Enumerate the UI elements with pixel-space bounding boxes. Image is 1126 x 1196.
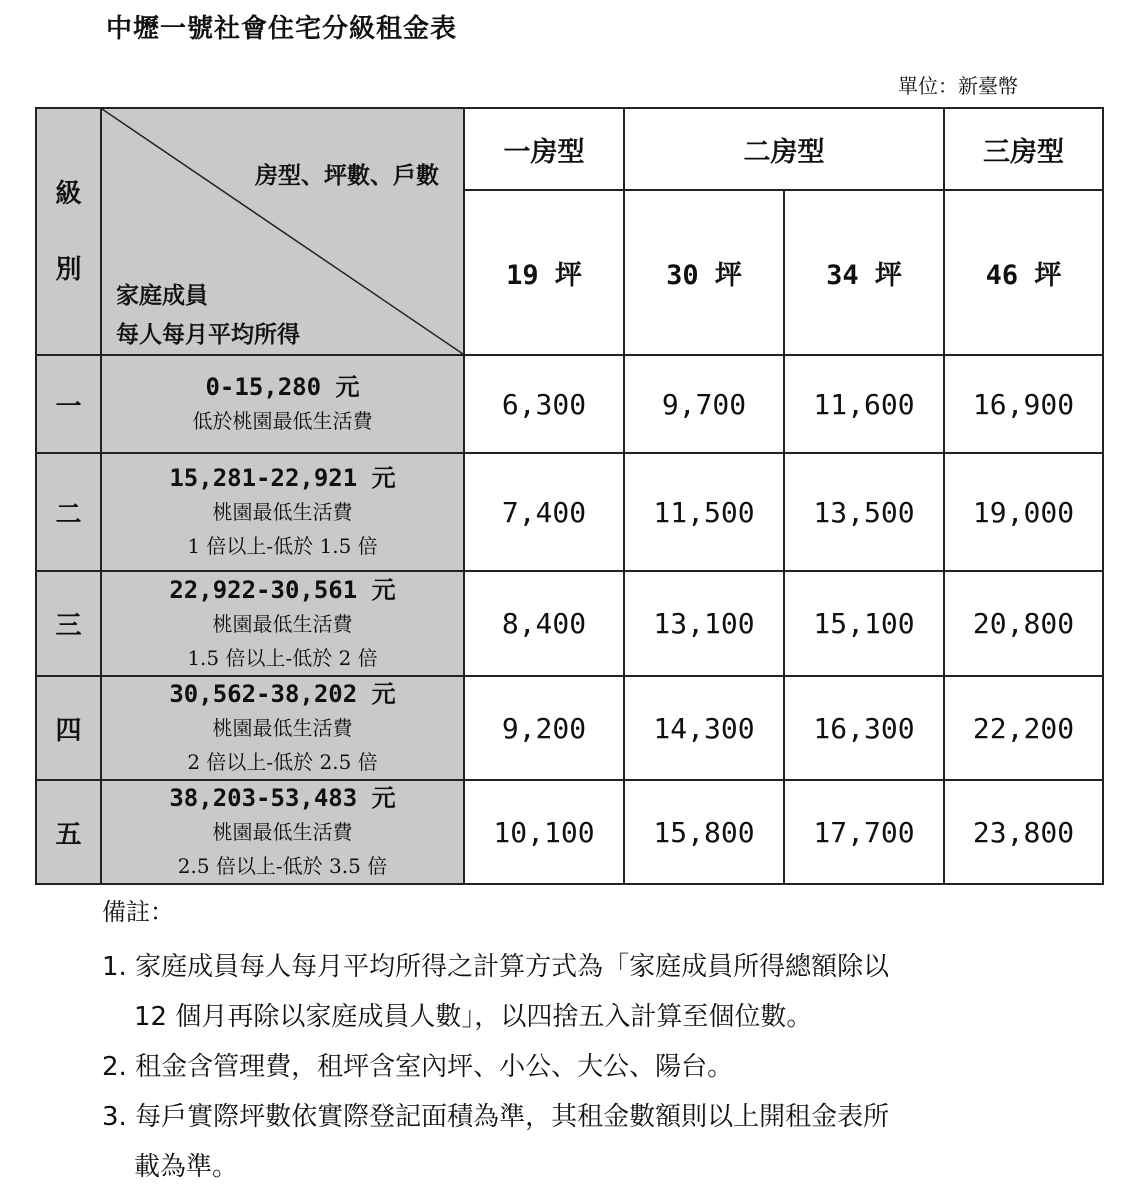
- level-cell: 五: [36, 780, 101, 884]
- rent-value: 14,300: [624, 676, 784, 780]
- rent-value: 16,300: [784, 676, 944, 780]
- rent-value: 11,600: [784, 355, 944, 453]
- table-row: [36, 571, 1103, 676]
- table-row: [36, 355, 1103, 453]
- header-type-2room: 二房型: [624, 108, 944, 190]
- rent-value: 9,700: [624, 355, 784, 453]
- rent-value: 8,400: [464, 571, 624, 676]
- note-line: 載為準。: [134, 1152, 239, 1182]
- note-line: 1. 家庭成員每人每月平均所得之計算方式為「家庭成員所得總額除以: [102, 952, 890, 982]
- income-range: 38,203-53,483 元: [169, 784, 396, 812]
- diagonal-header-top: 房型、坪數、戶數: [255, 163, 439, 189]
- income-desc: 低於桃園最低生活費: [192, 409, 373, 433]
- rent-value: 15,100: [784, 571, 944, 676]
- level-header-char-1: 級: [55, 178, 82, 209]
- header-size-46: 46 坪: [944, 190, 1103, 355]
- rent-value: 6,300: [464, 355, 624, 453]
- rent-value: 7,400: [464, 453, 624, 571]
- rent-value: 19,000: [944, 453, 1103, 571]
- level-cell: 一: [36, 355, 101, 453]
- level-header-char-2: 別: [55, 254, 82, 285]
- header-size-30: 30 坪: [624, 190, 784, 355]
- diag-bottom-line-2: 每人每月平均所得: [116, 322, 300, 348]
- rent-value: 9,200: [464, 676, 624, 780]
- table-row: [36, 453, 1103, 571]
- rent-value: 11,500: [624, 453, 784, 571]
- income-multiplier: 1 倍以上-低於 1.5 倍: [187, 534, 378, 558]
- rent-value: 20,800: [944, 571, 1103, 676]
- income-multiplier: 1.5 倍以上-低於 2 倍: [187, 645, 378, 670]
- diag-bottom-line-1: 家庭成員: [116, 283, 208, 309]
- income-multiplier: 2 倍以上-低於 2.5 倍: [187, 750, 378, 774]
- rent-value: 16,900: [944, 355, 1103, 453]
- table-row: [36, 676, 1103, 780]
- income-cell: [101, 780, 464, 884]
- diagonal-header-bottom: [116, 277, 300, 355]
- note-line: 3. 每戶實際坪數依實際登記面積為準，其租金數額則以上開租金表所: [102, 1102, 890, 1132]
- income-range: 22,922-30,561 元: [169, 575, 396, 604]
- table-row: [36, 780, 1103, 884]
- income-desc: 桃園最低生活費: [212, 716, 353, 740]
- rent-value: 13,500: [784, 453, 944, 571]
- header-size-34: 34 坪: [784, 190, 944, 355]
- page-title: 中壢一號社會住宅分級租金表: [106, 14, 458, 44]
- rent-value: 17,700: [784, 780, 944, 884]
- header-type-1room: 一房型: [464, 108, 624, 190]
- income-desc: 桃園最低生活費: [212, 611, 353, 636]
- rent-value: 13,100: [624, 571, 784, 676]
- rent-value: 15,800: [624, 780, 784, 884]
- header-size-19: 19 坪: [464, 190, 624, 355]
- income-cell: [101, 355, 464, 453]
- diagonal-header-cell: [101, 108, 464, 355]
- income-range: 30,562-38,202 元: [169, 680, 396, 708]
- note-line: 2. 租金含管理費，租坪含室內坪、小公、大公、陽台。: [102, 1052, 734, 1082]
- income-desc: 桃園最低生活費: [212, 500, 353, 524]
- level-header-spacer: [37, 207, 100, 257]
- notes-section: [102, 892, 889, 1192]
- income-multiplier: 2.5 倍以上-低於 3.5 倍: [177, 854, 388, 878]
- income-desc: 桃園最低生活費: [212, 820, 353, 844]
- income-cell: [101, 453, 464, 571]
- header-type-3room: 三房型: [944, 108, 1103, 190]
- level-cell: 二: [36, 453, 101, 571]
- income-range: 0-15,280 元: [205, 373, 360, 401]
- notes-heading: 備註：: [102, 898, 174, 926]
- currency-unit: 單位：新臺幣: [898, 74, 1018, 98]
- rent-value: 23,800: [944, 780, 1103, 884]
- rent-value: 22,200: [944, 676, 1103, 780]
- level-cell: 三: [36, 571, 101, 676]
- income-cell: [101, 571, 464, 676]
- level-column-header: [36, 108, 101, 355]
- rent-table: [35, 107, 1104, 885]
- level-cell: 四: [36, 676, 101, 780]
- rent-value: 10,100: [464, 780, 624, 884]
- income-cell: [101, 676, 464, 780]
- note-line: 12 個月再除以家庭成員人數」，以四捨五入計算至個位數。: [134, 1002, 813, 1032]
- income-range: 15,281-22,921 元: [169, 464, 396, 492]
